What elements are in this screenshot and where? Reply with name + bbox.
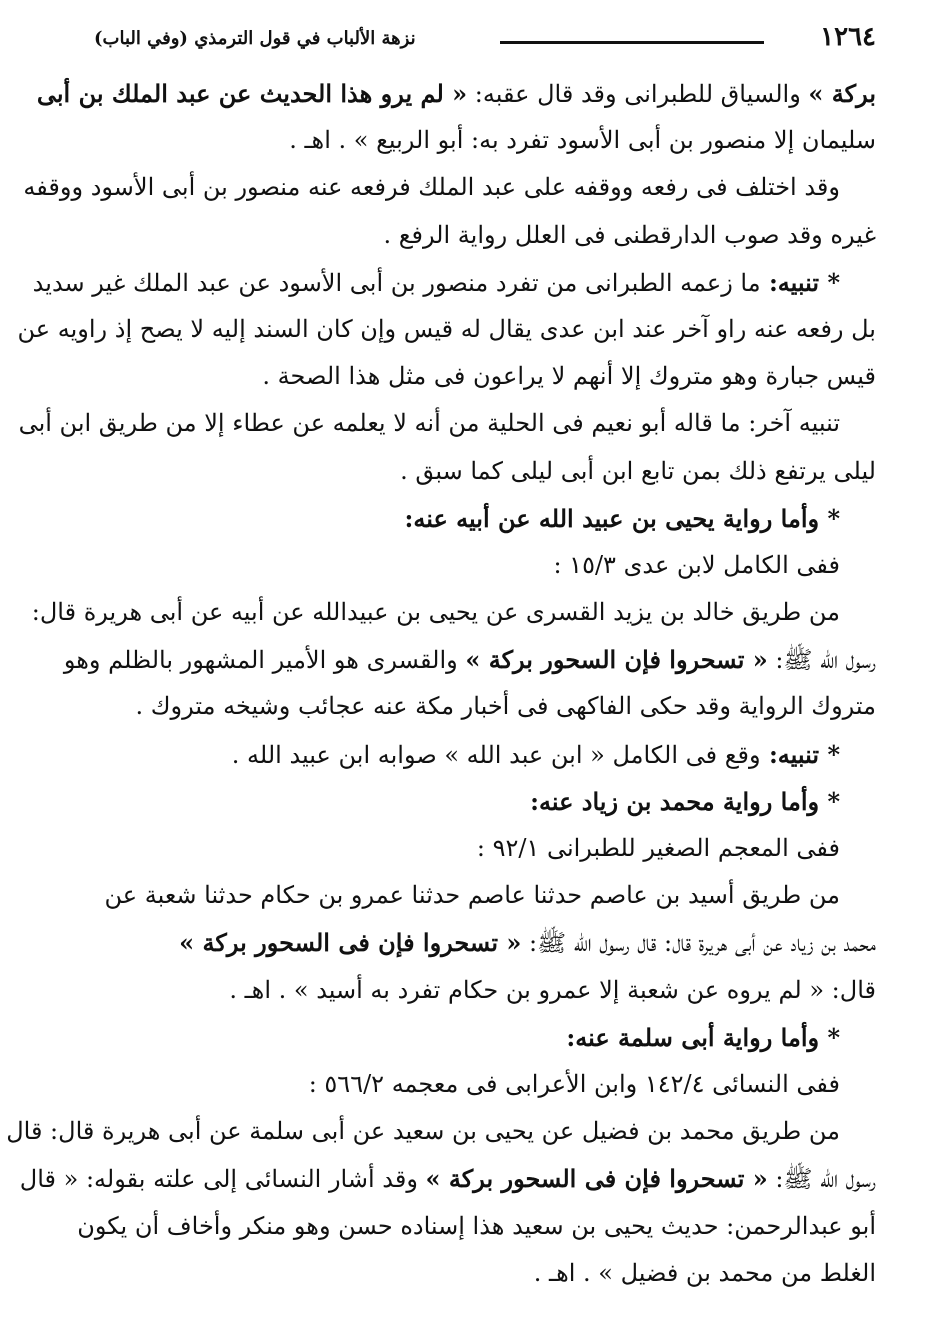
text-line [31,589,876,636]
text-run: رسول الله ﷺ: [767,646,876,675]
text-run: من طريق محمد بن فضيل عن يحيى بن سعيد عن أبى سلمة عن أبى هريرة قال: قال [6,1117,840,1146]
text-run: ففى الكامل لابن عدى ١٥/٣ : [553,550,840,579]
text-line [78,1061,876,1108]
page-number: ١٢٦٤ [820,22,876,52]
text-line [78,919,876,966]
bold-text: بركة » [808,79,876,108]
text-run: ليلى يرتفع ذلك بمن تابع ابن أبى ليلى كما سبق . [400,456,876,485]
text-run: من طريق خالد بن يزيد القسرى عن يحيى بن عبيدالله عن أبيه عن أبى هريرة قال: [31,598,840,627]
text-run: والسياق للطبرانى وقد قال عقبه: [467,80,809,108]
text-line [78,872,876,919]
text-line [63,636,876,683]
text-line [78,825,876,872]
text-line [17,306,876,353]
bold-text: * تنبيه: [760,739,840,769]
text-run: ففى المعجم الصغير للطبرانى ٩٢/١ : [476,834,840,862]
text-line [78,448,876,495]
bold-text: « تسحروا فإن فى السحور بركة » [425,1164,768,1194]
text-line [6,1108,876,1155]
text-line [32,259,876,306]
text-run: سليمان إلا منصور بن أبى الأسود تفرد به: أبو الربيع » . اهـ . [289,126,876,155]
text-line [78,967,876,1014]
text-line [78,778,876,825]
text-line [78,1250,876,1297]
bold-text: « لم يرو هذا الحديث عن عبد الملك بن أبى [36,79,468,108]
text-run: أبو عبدالرحمن: حديث يحيى بن سعيد هذا إسناده حسن وهو منكر وأخاف أن يكون [77,1211,876,1240]
text-line [78,495,876,542]
text-line [78,1203,876,1250]
text-line [78,1014,876,1061]
text-run: وقع فى الكامل « ابن عبد الله » صوابه ابن عبيد الله . [231,740,761,769]
text-run: وقد اختلف فى رفعه ووقفه على عبد الملك فرفعه عنه منصور بن أبى الأسود ووقفه [23,173,840,202]
text-run: والقسرى هو الأمير المشهور بالظلم وهو [63,646,466,675]
bold-text: * وأما رواية محمد بن زياد عنه: [530,786,840,816]
text-line [23,164,876,211]
text-run: من طريق أسيد بن عاصم حدثنا عاصم حدثنا عمرو بن حكام حدثنا شعبة عن [104,881,840,910]
text-line [19,1155,876,1202]
text-line [78,542,876,589]
bold-text: « تسحروا فإن فى السحور بركة » [179,928,522,958]
bold-text: * وأما رواية أبى سلمة عنه: [566,1022,840,1052]
text-run: قيس جبارة وهو متروك إلا أنهم لا يراعون فى مثل هذا الصحة . [262,362,876,391]
page-header [78,22,876,62]
text-line [78,212,876,259]
text-line [78,117,876,164]
bold-text: * تنبيه: [760,267,840,297]
text-run: ما زعمه الطبرانى من تفرد منصور بن أبى الأسود عن عبد الملك غير سديد [32,268,761,297]
text-run: تنبيه آخر: ما قاله أبو نعيم فى الحلية من أنه لا يعلمه عن عطاء إلا من طريق ابن أبى [18,409,840,438]
page-body [6,70,876,1297]
text-line [78,353,876,400]
text-line [78,683,876,730]
text-line [18,400,876,447]
bold-text: * وأما رواية يحيى بن عبيد الله عن أبيه عنه: [404,503,840,533]
header-rule [500,41,764,44]
bold-text: « تسحروا فإن السحور بركة » [465,645,768,675]
text-run: غيره وقد صوب الدارقطنى فى العلل رواية الرفع . [383,220,876,249]
text-run: ففى النسائى ١٤٢/٤ وابن الأعرابى فى معجمه ٥٦٦/٢ : [308,1069,840,1098]
text-run: الغلط من محمد بن فضيل » . اهـ . [533,1258,876,1287]
text-line [78,731,876,778]
text-run: رسول الله ﷺ: [767,1165,876,1194]
running-title: نزهة الألباب في قول الترمذي (وفي الباب) [94,28,416,49]
text-run: قال: « لم يروه عن شعبة إلا عمرو بن حكام تفرد به أسيد » . اهـ . [229,975,876,1004]
text-run: محمد بن زياد عن أبى هريرة قال: قال رسول الله ﷺ: [521,929,876,958]
text-run: متروك الرواية وقد حكى الفاكهى فى أخبار مكة عنه عجائب وشيخه متروك . [135,692,876,721]
text-run: بل رفعه عنه راو آخر عند ابن عدى يقال له قيس وإن كان السند إليه لا يصح إذ راويه عن [17,314,876,343]
text-line [36,70,876,117]
text-run: وقد أشار النسائى إلى علته بقوله: « قال [19,1165,426,1194]
